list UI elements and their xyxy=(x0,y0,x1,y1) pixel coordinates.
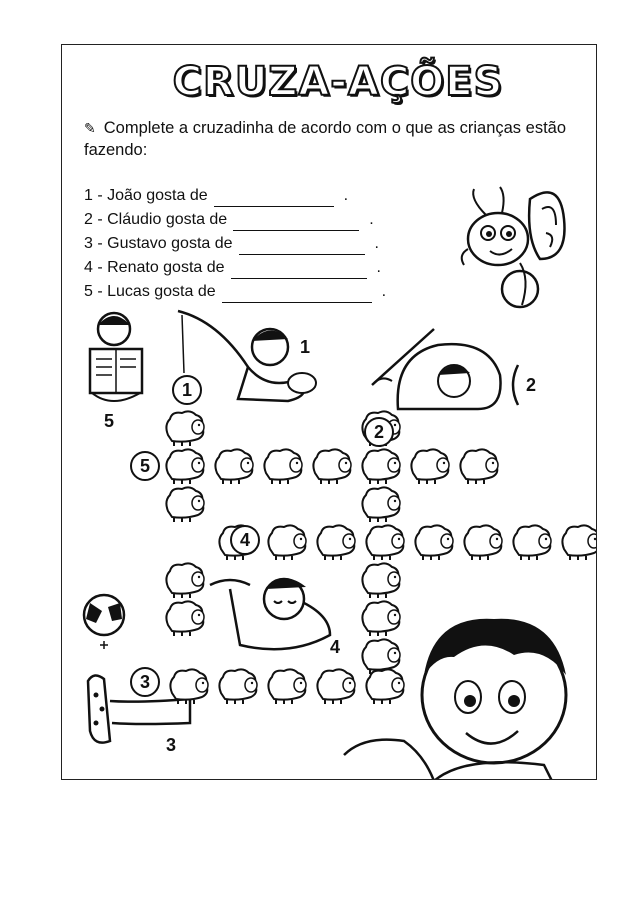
answer-blank[interactable] xyxy=(214,190,334,207)
sheep-cell-icon xyxy=(215,665,259,705)
grid-number-5: 5 xyxy=(130,451,160,481)
clue-list xyxy=(84,185,444,305)
sheep-cell-icon xyxy=(558,521,597,561)
sheep-cell-icon xyxy=(460,521,504,561)
sheep-cell-icon xyxy=(456,445,500,485)
sheep-cell-icon xyxy=(313,521,357,561)
crossword-cell[interactable] xyxy=(162,483,206,523)
sheep-cell-icon xyxy=(313,665,357,705)
sheep-cell-icon xyxy=(362,665,406,705)
crossword-cell[interactable] xyxy=(358,483,402,523)
car-boy-illustration xyxy=(368,325,528,415)
instruction-text xyxy=(84,117,594,161)
sleeping-boy-illustration xyxy=(210,565,350,655)
crossword-cell[interactable] xyxy=(358,597,402,637)
crossword-cell[interactable] xyxy=(509,521,553,561)
sheep-cell-icon xyxy=(362,521,406,561)
picture-number: 1 xyxy=(300,337,311,357)
sheep-cell-icon xyxy=(211,445,255,485)
sheep-cell-icon xyxy=(264,665,308,705)
crossword-cell[interactable] xyxy=(358,559,402,599)
crossword-cell[interactable] xyxy=(460,521,504,561)
crossword-cell[interactable] xyxy=(411,521,455,561)
clue-dot: . xyxy=(369,211,374,228)
sheep-cell-icon xyxy=(162,407,206,447)
crossword-cell[interactable] xyxy=(558,521,597,561)
crossword-cell[interactable] xyxy=(162,597,206,637)
sheep-cell-icon xyxy=(358,597,402,637)
clue-label: 5 - Lucas gosta de xyxy=(84,283,216,300)
crossword-cell[interactable] xyxy=(358,445,402,485)
crossword-cell[interactable] xyxy=(215,665,259,705)
crossword-cell[interactable] xyxy=(260,445,304,485)
clue-item xyxy=(84,233,444,257)
grid-number-3: 3 xyxy=(130,667,160,697)
clue-dot: . xyxy=(374,235,379,252)
answer-blank[interactable] xyxy=(222,286,372,303)
worksheet xyxy=(61,44,597,780)
crossword-cell[interactable] xyxy=(162,407,206,447)
crossword-cell[interactable] xyxy=(162,559,206,599)
grid-number-2: 2 xyxy=(364,417,394,447)
sheep-cell-icon xyxy=(162,559,206,599)
sheep-cell-icon xyxy=(358,559,402,599)
crossword-cell[interactable] xyxy=(362,665,406,705)
clue-label: 2 - Cláudio gosta de xyxy=(84,211,228,228)
sheep-cell-icon xyxy=(509,521,553,561)
answer-blank[interactable] xyxy=(233,214,359,231)
sheep-cell-icon xyxy=(162,483,206,523)
clue-item xyxy=(84,257,444,281)
butterfly-illustration xyxy=(460,179,570,309)
clue-dot: . xyxy=(381,283,387,300)
answer-blank[interactable] xyxy=(239,238,365,255)
crossword-cell[interactable] xyxy=(162,445,206,485)
grid-number-4: 4 xyxy=(230,525,260,555)
crossword-cell[interactable] xyxy=(309,445,353,485)
sheep-cell-icon xyxy=(407,445,451,485)
reading-boy-illustration xyxy=(82,309,152,409)
clue-label: 3 - Gustavo gosta de xyxy=(84,235,233,252)
crossword-cell[interactable] xyxy=(456,445,500,485)
crossword-cell[interactable] xyxy=(166,665,210,705)
crossword-cell[interactable] xyxy=(313,665,357,705)
instruction-label: Complete a cruzadinha de acordo com o que as crianças estão fazendo: xyxy=(84,119,567,159)
clue-dot: . xyxy=(376,259,381,276)
crossword-cell[interactable] xyxy=(264,665,308,705)
crossword-cell[interactable] xyxy=(313,521,357,561)
clue-item xyxy=(84,185,444,209)
picture-number: 5 xyxy=(104,411,115,431)
grid-number-1: 1 xyxy=(172,375,202,405)
picture-number: 4 xyxy=(330,637,341,657)
pencil-icon: ✎ xyxy=(84,120,96,136)
crossword-cell[interactable] xyxy=(362,521,406,561)
worksheet-title: CRUZA-AÇÕES xyxy=(172,59,504,105)
picture-number: 3 xyxy=(166,735,177,755)
clue-item xyxy=(84,281,444,305)
sheep-cell-icon xyxy=(162,445,206,485)
sheep-cell-icon xyxy=(166,665,210,705)
clue-label: 1 - João gosta de xyxy=(84,187,208,204)
sheep-cell-icon xyxy=(309,445,353,485)
answer-blank[interactable] xyxy=(231,262,367,279)
clue-item xyxy=(84,209,444,233)
sheep-cell-icon xyxy=(162,597,206,637)
clue-label: 4 - Renato gosta de xyxy=(84,259,225,276)
sheep-cell-icon xyxy=(411,521,455,561)
crossword-cell[interactable] xyxy=(211,445,255,485)
crossword-cell[interactable] xyxy=(264,521,308,561)
clue-dot: . xyxy=(343,187,349,204)
sheep-cell-icon xyxy=(260,445,304,485)
crossword-cell[interactable] xyxy=(407,445,451,485)
sheep-cell-icon xyxy=(358,483,402,523)
sheep-cell-icon xyxy=(264,521,308,561)
picture-number: 2 xyxy=(526,375,537,395)
sheep-cell-icon xyxy=(358,445,402,485)
